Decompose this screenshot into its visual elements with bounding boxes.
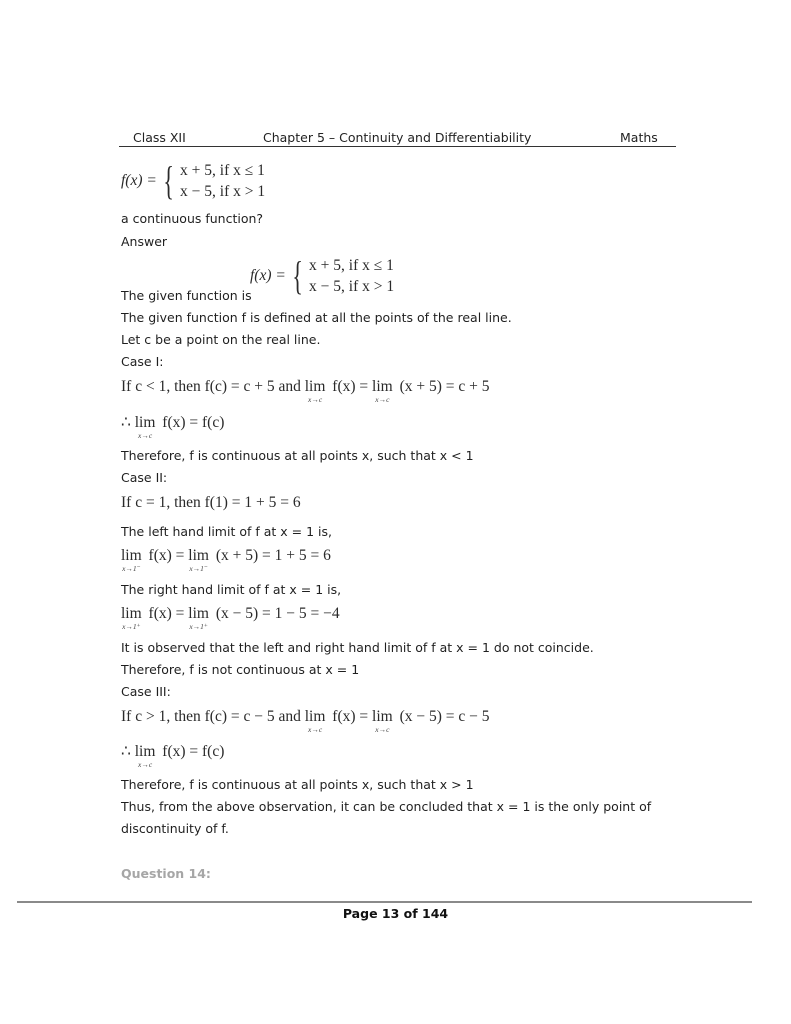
eq-mid: f(x) =	[148, 547, 185, 564]
eq-mid: f(x) =	[332, 708, 369, 725]
limit: lim x→1⁻	[188, 547, 209, 573]
next-question-heading: Question 14:	[121, 866, 211, 881]
eq-suffix: (x − 5) = 1 − 5 = −4	[215, 605, 340, 622]
limit: lim x→c	[134, 414, 156, 440]
function-lhs: f(x) =	[250, 267, 286, 284]
limit-subscript: x→c	[308, 395, 323, 404]
limit-subscript: x→1⁺	[189, 622, 208, 631]
conclusion-line-1: Thus, from the above observation, it can be concluded that x = 1 is the only point of	[121, 799, 652, 814]
limit-subscript: x→c	[308, 725, 323, 734]
case-2-equation: If c = 1, then f(1) = 1 + 5 = 6	[121, 494, 301, 511]
limit-subscript: x→1⁻	[189, 564, 208, 573]
limit-subscript: x→c	[375, 725, 390, 734]
lhl-label: The left hand limit of f at x = 1 is,	[121, 524, 332, 539]
given-function-label: The given function is	[121, 288, 252, 303]
subject-label: Maths	[620, 130, 658, 145]
case-1: x + 5, if x ≤ 1	[180, 162, 265, 179]
limit: lim x→c	[134, 743, 156, 769]
eq-suffix: f(x) = f(c)	[162, 743, 225, 760]
case-2: x − 5, if x > 1	[180, 183, 266, 200]
case-3-conclusion	[121, 742, 225, 769]
function-lhs: f(x) =	[121, 172, 157, 189]
function-cases	[180, 160, 265, 202]
function-cases	[309, 255, 394, 297]
limit-subscript: x→c	[375, 395, 390, 404]
let-c-line: Let c be a point on the real line.	[121, 332, 321, 347]
answer-label: Answer	[121, 234, 168, 249]
limit-subscript: x→1⁺	[122, 622, 141, 631]
eq-suffix: (x − 5) = c − 5	[399, 708, 490, 725]
case-3-therefore: Therefore, f is continuous at all points x, such that x > 1	[121, 777, 474, 792]
limit-subscript: x→c	[138, 431, 153, 440]
footer-divider	[17, 901, 752, 903]
class-label: Class XII	[133, 130, 186, 145]
left-brace-icon: {	[163, 158, 174, 203]
limit: lim x→1⁻	[121, 547, 142, 573]
eq-suffix: (x + 5) = c + 5	[399, 378, 490, 395]
lhl-equation	[121, 547, 331, 573]
limit: lim x→c	[372, 708, 393, 734]
case-1-therefore: Therefore, f is continuous at all points x, such that x < 1	[121, 448, 474, 463]
limit: lim x→1⁺	[188, 605, 209, 631]
case-1-equation	[121, 378, 490, 404]
eq-suffix: (x + 5) = 1 + 5 = 6	[215, 547, 331, 564]
eq-mid: f(x) =	[148, 605, 185, 622]
case-1: x + 5, if x ≤ 1	[309, 257, 394, 274]
question-function	[121, 160, 265, 202]
eq-mid: f(x) =	[332, 378, 369, 395]
chapter-title: Chapter 5 – Continuity and Differentiability	[263, 130, 532, 145]
question-tail: a continuous function?	[121, 211, 264, 226]
eq-prefix: If c > 1, then f(c) = c − 5 and	[121, 708, 301, 725]
rhl-equation	[121, 605, 340, 631]
limit: lim x→c	[372, 378, 393, 404]
therefore-icon: ∴	[121, 414, 131, 431]
limit-subscript: x→c	[138, 760, 153, 769]
case-2-label: Case II:	[121, 470, 168, 485]
case-2: x − 5, if x > 1	[309, 278, 395, 295]
page-number: Page 13 of 144	[342, 906, 449, 921]
case-1-label: Case I:	[121, 354, 164, 369]
limit: lim x→c	[304, 378, 326, 404]
page-header	[119, 128, 676, 147]
observed-line: It is observed that the left and right hand limit of f at x = 1 do not coincide.	[121, 640, 594, 655]
limit-subscript: x→1⁻	[122, 564, 141, 573]
case-3-equation	[121, 708, 490, 734]
conclusion-line-2: discontinuity of f.	[121, 821, 229, 836]
answer-function	[250, 255, 394, 297]
eq-prefix: If c < 1, then f(c) = c + 5 and	[121, 378, 301, 395]
left-brace-icon: {	[292, 253, 303, 298]
case-2-therefore: Therefore, f is not continuous at x = 1	[121, 662, 360, 677]
case-3-label: Case III:	[121, 684, 171, 699]
rhl-label: The right hand limit of f at x = 1 is,	[121, 582, 342, 597]
case-1-conclusion	[121, 413, 225, 440]
eq-suffix: f(x) = f(c)	[162, 414, 225, 431]
limit: lim x→c	[304, 708, 326, 734]
therefore-icon: ∴	[121, 743, 131, 760]
defined-line: The given function f is defined at all the points of the real line.	[121, 310, 512, 325]
limit: lim x→1⁺	[121, 605, 142, 631]
